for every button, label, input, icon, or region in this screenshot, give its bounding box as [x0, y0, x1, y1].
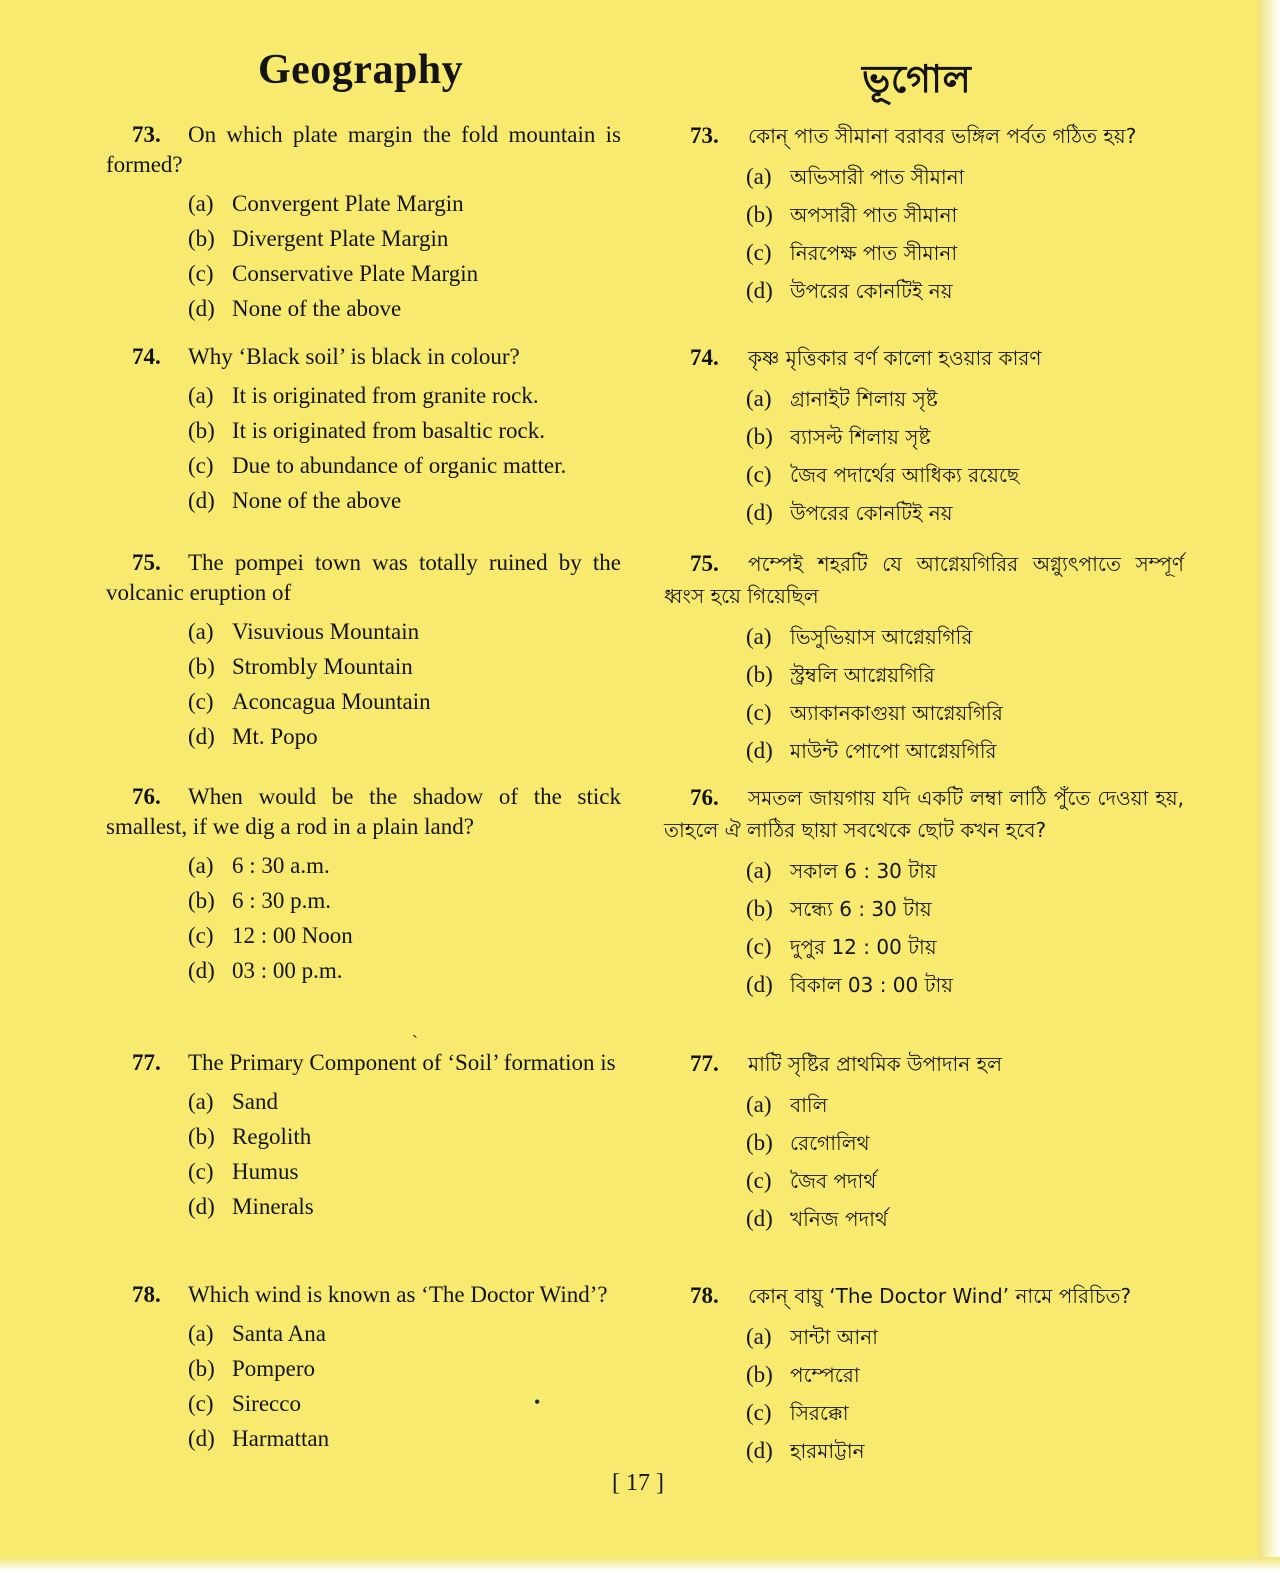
question-stem: Why ‘Black soil’ is black in colour? — [188, 344, 520, 369]
options-list — [664, 618, 1184, 770]
option-letter: (b) — [188, 1356, 215, 1381]
option-letter: (b) — [746, 1362, 773, 1387]
option-letter: (a) — [188, 383, 214, 408]
option-item — [188, 649, 621, 684]
option-text: জৈব পদার্থ — [790, 1169, 877, 1193]
option-letter: (a) — [746, 164, 772, 189]
question-number: 73. — [690, 123, 719, 148]
question-text — [664, 342, 1184, 374]
question-number: 78. — [132, 1282, 161, 1307]
question-73 — [106, 120, 621, 326]
option-item — [188, 1351, 621, 1386]
option-letter: (d) — [746, 278, 773, 303]
page-number: [ 17 ] — [612, 1470, 664, 1496]
option-letter: (c) — [188, 261, 214, 286]
option-item — [746, 1356, 1184, 1394]
question-stem: সমতল জায়গায় যদি একটি লম্বা লাঠি পুঁতে দেওয়া হয়, তাহলে ঐ লাঠির ছায়া সবথেকে ছোট কখন হবে? — [664, 786, 1184, 842]
page-edge-shadow — [1258, 0, 1280, 1571]
question-text — [106, 548, 621, 608]
question-number: 75. — [690, 551, 719, 576]
option-text: Sand — [232, 1089, 278, 1114]
option-item — [746, 456, 1184, 494]
option-letter: (a) — [188, 1321, 214, 1346]
option-item — [746, 272, 1184, 310]
option-text: Humus — [232, 1159, 299, 1184]
question-number: 76. — [132, 784, 161, 809]
option-item — [746, 1162, 1184, 1200]
option-letter: (c) — [746, 1400, 772, 1425]
question-stem: কৃষ্ণ মৃত্তিকার বর্ণ কালো হওয়ার কারণ — [748, 346, 1042, 370]
option-letter: (a) — [188, 191, 214, 216]
options-list — [664, 1086, 1184, 1238]
option-item — [746, 1432, 1184, 1470]
option-text: Aconcagua Mountain — [232, 689, 431, 714]
option-text: Harmattan — [232, 1426, 330, 1451]
question-77 — [664, 1048, 1184, 1238]
option-text: 6 : 30 p.m. — [232, 888, 332, 913]
option-letter: (a) — [188, 1089, 214, 1114]
question-77 — [106, 1048, 621, 1224]
option-item — [746, 732, 1184, 770]
option-letter: (b) — [188, 654, 215, 679]
option-letter: (d) — [746, 1206, 773, 1231]
option-text: Due to abundance of organic matter. — [232, 453, 567, 478]
page-bottom-edge — [0, 1557, 1280, 1571]
option-text: নিরপেক্ষ পাত সীমানা — [790, 241, 958, 265]
option-letter: (b) — [746, 424, 773, 449]
question-number: 74. — [690, 345, 719, 370]
option-item — [188, 918, 621, 953]
option-text: 12 : 00 Noon — [232, 923, 353, 948]
options-list — [106, 1084, 621, 1224]
option-text: খনিজ পদার্থ — [790, 1207, 888, 1231]
option-text: 6 : 30 a.m. — [232, 853, 330, 878]
question-78 — [106, 1280, 621, 1456]
question-stem: When would be the shadow of the stick smallest, if we dig a rod in a plain land? — [106, 784, 621, 839]
option-letter: (a) — [746, 386, 772, 411]
question-number: 73. — [132, 122, 161, 147]
question-stem: কোন্ পাত সীমানা বরাবর ভঙ্গিল পর্বত গঠিত হয়? — [748, 124, 1137, 148]
question-stem: The pompei town was totally ruined by the volcanic eruption of — [106, 550, 621, 605]
option-item — [746, 380, 1184, 418]
option-letter: (a) — [188, 853, 214, 878]
option-item — [188, 221, 621, 256]
stray-mark: ˏ — [412, 1018, 418, 1038]
question-stem: মাটি সৃষ্টির প্রাথমিক উপাদান হল — [748, 1052, 1002, 1076]
option-text: It is originated from basaltic rock. — [232, 418, 545, 443]
option-text: None of the above — [232, 296, 402, 321]
option-item — [746, 1086, 1184, 1124]
option-letter: (d) — [746, 1438, 773, 1463]
option-item — [746, 234, 1184, 272]
option-item — [746, 1318, 1184, 1356]
option-letter: (d) — [746, 738, 773, 763]
option-text: জৈব পদার্থের আধিক্য রয়েছে — [790, 463, 1020, 487]
option-item — [746, 618, 1184, 656]
option-text: ভিসুভিয়াস আগ্নেয়গিরি — [790, 625, 973, 649]
option-letter: (a) — [746, 1092, 772, 1117]
option-text: রেগোলিথ — [790, 1131, 870, 1155]
question-75 — [106, 548, 621, 754]
option-item — [746, 966, 1184, 1004]
option-letter: (d) — [746, 500, 773, 525]
option-text: সিরক্কো — [790, 1401, 849, 1425]
question-78 — [664, 1280, 1184, 1470]
question-74 — [106, 342, 621, 518]
option-item — [188, 1421, 621, 1456]
option-text: স্ট্রম্বলি আগ্নেয়গিরি — [790, 663, 935, 687]
question-number: 78. — [690, 1283, 719, 1308]
option-item — [188, 1084, 621, 1119]
option-letter: (b) — [188, 888, 215, 913]
option-item — [746, 1124, 1184, 1162]
question-stem: The Primary Component of ‘Soil’ formation is — [188, 1050, 616, 1075]
option-letter: (b) — [746, 202, 773, 227]
option-text: Strombly Mountain — [232, 654, 413, 679]
option-item — [746, 890, 1184, 928]
option-text: Sirecco — [232, 1391, 301, 1416]
option-letter: (b) — [188, 418, 215, 443]
option-text: গ্রানাইট শিলায় সৃষ্ট — [790, 387, 938, 411]
option-item — [746, 1200, 1184, 1238]
option-item — [188, 953, 621, 988]
question-text — [664, 1280, 1184, 1312]
option-letter: (c) — [746, 934, 772, 959]
question-text — [664, 120, 1184, 152]
option-text: Santa Ana — [232, 1321, 326, 1346]
option-text: Pompero — [232, 1356, 316, 1381]
options-list — [664, 852, 1184, 1004]
option-letter: (c) — [188, 1159, 214, 1184]
option-item — [188, 291, 621, 326]
question-76 — [106, 782, 621, 988]
option-text: Conservative Plate Margin — [232, 261, 479, 286]
question-74 — [664, 342, 1184, 532]
option-letter: (c) — [188, 453, 214, 478]
option-item — [746, 1394, 1184, 1432]
option-text: মাউন্ট পোপো আগ্নেয়গিরি — [790, 739, 997, 763]
question-text — [106, 782, 621, 842]
option-letter: (d) — [746, 972, 773, 997]
question-text — [106, 1280, 621, 1310]
options-list — [106, 1316, 621, 1456]
option-letter: (a) — [746, 1324, 772, 1349]
options-list — [664, 158, 1184, 310]
question-text — [106, 120, 621, 180]
question-text — [664, 548, 1184, 612]
option-item — [746, 196, 1184, 234]
option-letter: (d) — [188, 1426, 215, 1451]
question-stem: On which plate margin the fold mountain is formed? — [106, 122, 621, 177]
options-list — [106, 378, 621, 518]
option-letter: (c) — [188, 923, 214, 948]
option-letter: (b) — [188, 1124, 215, 1149]
option-text: None of the above — [232, 488, 402, 513]
option-text: Divergent Plate Margin — [232, 226, 449, 251]
option-item — [746, 928, 1184, 966]
option-item — [188, 1189, 621, 1224]
question-number: 76. — [690, 785, 719, 810]
options-list — [106, 186, 621, 326]
option-letter: (c) — [746, 240, 772, 265]
section-title-bengali: ভূগোল — [862, 57, 972, 101]
option-letter: (d) — [188, 1194, 215, 1219]
question-73 — [664, 120, 1184, 310]
option-text: Mt. Popo — [232, 724, 318, 749]
option-text: Convergent Plate Margin — [232, 191, 464, 216]
option-letter: (d) — [188, 296, 215, 321]
option-item — [746, 418, 1184, 456]
option-text: অপসারী পাত সীমানা — [790, 203, 958, 227]
option-letter: (a) — [746, 858, 772, 883]
option-letter: (c) — [188, 1391, 214, 1416]
option-letter: (c) — [746, 700, 772, 725]
option-text: দুপুর 12 : 00 টায় — [790, 935, 937, 959]
question-text — [106, 1048, 621, 1078]
option-item — [746, 852, 1184, 890]
options-list — [664, 380, 1184, 532]
option-item — [746, 694, 1184, 732]
option-text: সান্টা আনা — [790, 1325, 878, 1349]
option-item — [188, 448, 621, 483]
option-item — [188, 1386, 621, 1421]
option-text: উপরের কোনটিই নয় — [790, 501, 953, 525]
option-item — [188, 719, 621, 754]
option-text: It is originated from granite rock. — [232, 383, 539, 408]
option-item — [188, 483, 621, 518]
options-list — [664, 1318, 1184, 1470]
option-text: উপরের কোনটিই নয় — [790, 279, 953, 303]
option-text: Regolith — [232, 1124, 312, 1149]
option-item — [188, 256, 621, 291]
option-item — [746, 656, 1184, 694]
option-letter: (d) — [188, 724, 215, 749]
option-item — [188, 883, 621, 918]
option-item — [746, 494, 1184, 532]
option-text: সন্ধ্যে 6 : 30 টায় — [790, 897, 932, 921]
option-letter: (a) — [746, 624, 772, 649]
option-letter: (b) — [746, 1130, 773, 1155]
question-number: 74. — [132, 344, 161, 369]
option-item — [746, 158, 1184, 196]
option-item — [188, 378, 621, 413]
option-letter: (d) — [188, 488, 215, 513]
option-text: সকাল 6 : 30 টায় — [790, 859, 937, 883]
question-text — [106, 342, 621, 372]
option-text: পম্পেরো — [790, 1363, 860, 1387]
question-text — [664, 1048, 1184, 1080]
section-title-english: Geography — [258, 47, 464, 93]
question-stem: Which wind is known as ‘The Doctor Wind’? — [188, 1282, 608, 1307]
option-text: হারমাট্টান — [790, 1439, 865, 1463]
option-text: অভিসারী পাত সীমানা — [790, 165, 965, 189]
question-75 — [664, 548, 1184, 770]
option-text: ব্যাসল্ট শিলায় সৃষ্ট — [790, 425, 931, 449]
option-letter: (c) — [746, 462, 772, 487]
question-76 — [664, 782, 1184, 1004]
option-text: বালি — [790, 1093, 828, 1117]
option-text: Minerals — [232, 1194, 314, 1219]
option-text: বিকাল 03 : 00 টায় — [790, 973, 954, 997]
option-item — [188, 413, 621, 448]
option-letter: (b) — [746, 662, 773, 687]
option-letter: (d) — [188, 958, 215, 983]
options-list — [106, 848, 621, 988]
option-item — [188, 684, 621, 719]
option-item — [188, 1316, 621, 1351]
question-number: 75. — [132, 550, 161, 575]
option-text: 03 : 00 p.m. — [232, 958, 343, 983]
question-number: 77. — [132, 1050, 161, 1075]
question-text — [664, 782, 1184, 846]
option-item — [188, 1154, 621, 1189]
option-letter: (a) — [188, 619, 214, 644]
option-letter: (c) — [188, 689, 214, 714]
option-item — [188, 848, 621, 883]
option-text: Visuvious Mountain — [232, 619, 420, 644]
question-number: 77. — [690, 1051, 719, 1076]
option-text: অ্যাকানকাগুয়া আগ্নেয়গিরি — [790, 701, 1003, 725]
option-letter: (c) — [746, 1168, 772, 1193]
option-letter: (b) — [188, 226, 215, 251]
option-item — [188, 1119, 621, 1154]
option-item — [188, 186, 621, 221]
question-stem: পম্পেই শহরটি যে আগ্নেয়গিরির অগ্ন্যুৎপাতে সম্পূর্ণ ধ্বংস হয়ে গিয়েছিল — [664, 552, 1184, 608]
question-stem: কোন্ বায়ু ‘The Doctor Wind’ নামে পরিচিত? — [748, 1284, 1132, 1308]
options-list — [106, 614, 621, 754]
stray-dot: • — [534, 1392, 541, 1412]
option-item — [188, 614, 621, 649]
option-letter: (b) — [746, 896, 773, 921]
